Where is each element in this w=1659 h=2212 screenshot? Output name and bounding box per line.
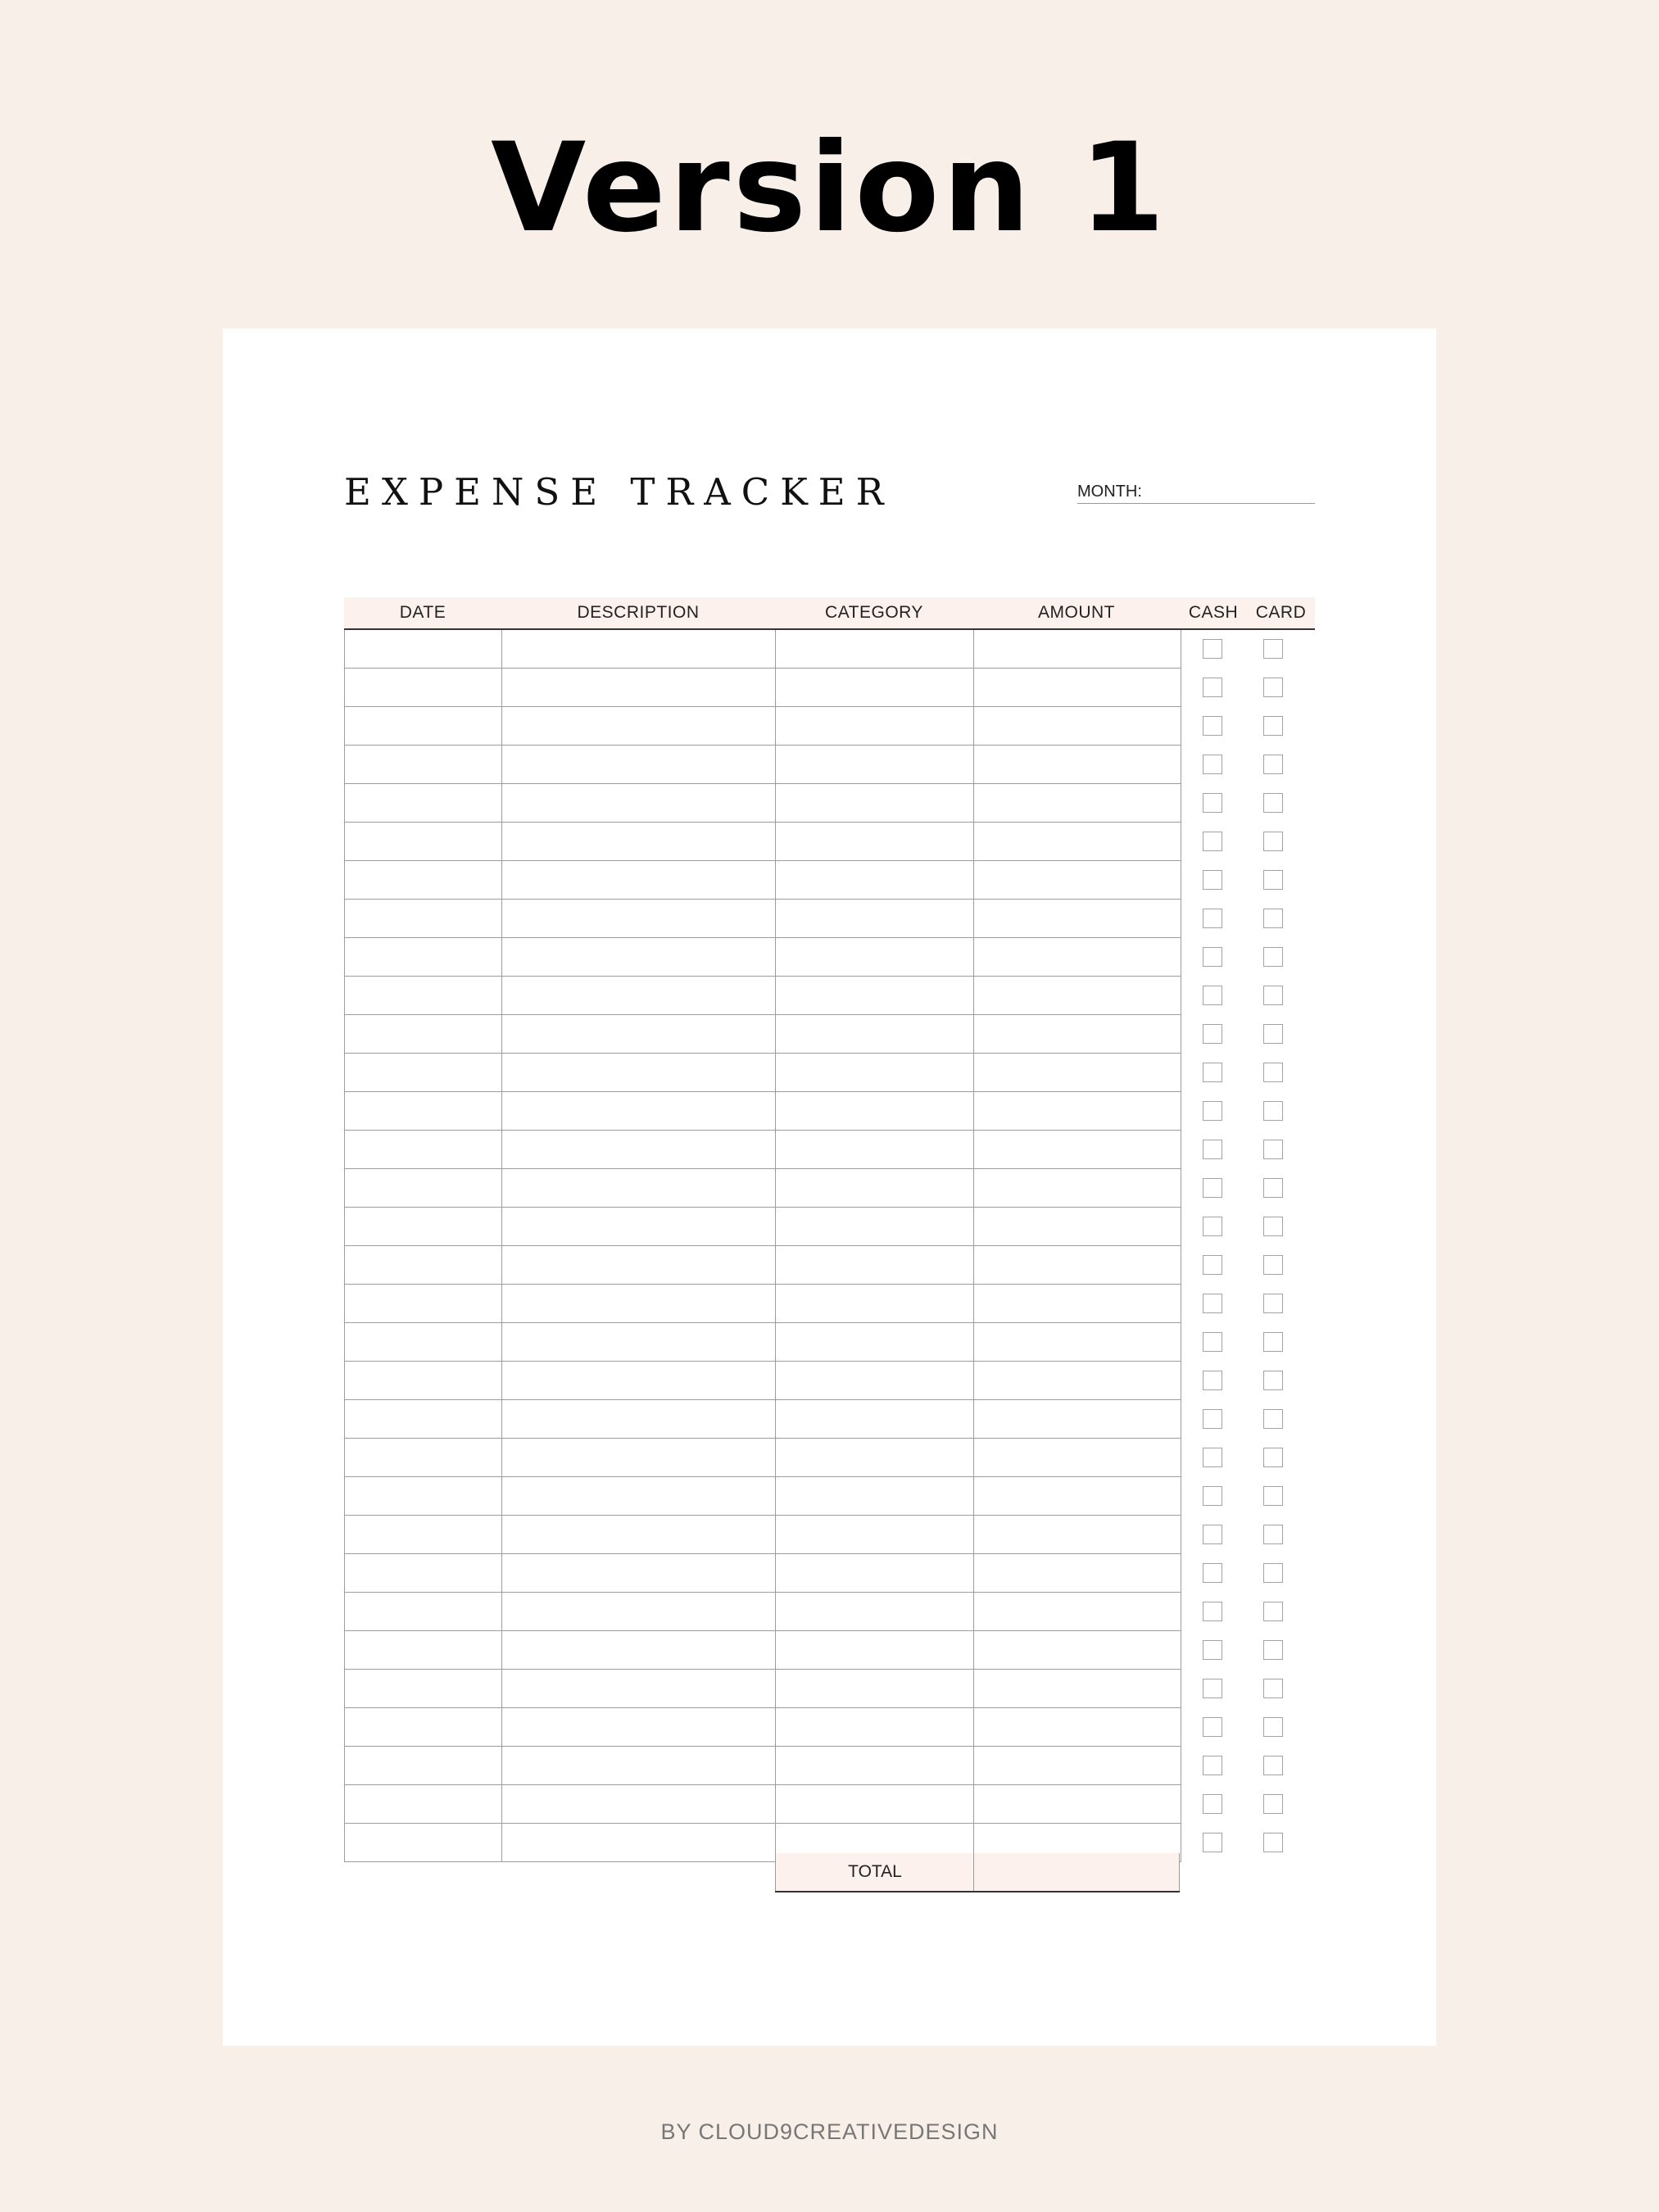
card-checkbox[interactable] <box>1263 986 1283 1005</box>
description-cell[interactable] <box>501 1400 776 1439</box>
card-checkbox[interactable] <box>1263 1679 1283 1698</box>
cash-checkbox[interactable] <box>1203 947 1222 967</box>
table-row <box>344 977 1180 1015</box>
table-row <box>344 1092 1180 1131</box>
amount-cell[interactable] <box>973 1246 1181 1285</box>
cash-checkbox[interactable] <box>1203 1756 1222 1775</box>
date-cell[interactable] <box>344 1169 502 1208</box>
card-checkbox[interactable] <box>1263 1024 1283 1044</box>
card-checkbox[interactable] <box>1263 1602 1283 1621</box>
table-row <box>344 1246 1180 1285</box>
table-row <box>344 1362 1180 1400</box>
date-cell[interactable] <box>344 1439 502 1477</box>
description-cell[interactable] <box>501 1092 776 1131</box>
amount-cell[interactable] <box>973 1670 1181 1708</box>
amount-cell[interactable] <box>973 1323 1181 1362</box>
amount-cell[interactable] <box>973 1015 1181 1054</box>
card-checkbox[interactable] <box>1263 755 1283 774</box>
category-cell[interactable] <box>775 1246 974 1285</box>
description-cell[interactable] <box>501 1054 776 1092</box>
cash-checkbox[interactable] <box>1203 678 1222 697</box>
description-cell[interactable] <box>501 977 776 1015</box>
category-cell[interactable] <box>775 1631 974 1670</box>
table-row <box>344 630 1180 669</box>
date-cell[interactable] <box>344 1208 502 1246</box>
cash-checkbox[interactable] <box>1203 1294 1222 1313</box>
cash-checkbox[interactable] <box>1203 1486 1222 1506</box>
cash-checkbox[interactable] <box>1203 1024 1222 1044</box>
amount-cell[interactable] <box>973 1785 1181 1824</box>
date-cell[interactable] <box>344 784 502 823</box>
cash-checkbox[interactable] <box>1203 639 1222 659</box>
amount-cell[interactable] <box>973 1092 1181 1131</box>
cash-checkbox[interactable] <box>1203 716 1222 736</box>
amount-cell[interactable] <box>973 1131 1181 1169</box>
table-row <box>344 1708 1180 1747</box>
category-cell[interactable] <box>775 1208 974 1246</box>
amount-cell[interactable] <box>973 1439 1181 1477</box>
month-input-line[interactable] <box>1077 503 1315 504</box>
table-row <box>344 1631 1180 1670</box>
category-cell[interactable] <box>775 1593 974 1631</box>
date-cell[interactable] <box>344 900 502 938</box>
table-row <box>344 1439 1180 1477</box>
category-cell[interactable] <box>775 1554 974 1593</box>
description-cell[interactable] <box>501 1747 776 1785</box>
card-checkbox[interactable] <box>1263 793 1283 813</box>
card-checkbox[interactable] <box>1263 1525 1283 1544</box>
category-cell[interactable] <box>775 784 974 823</box>
card-checkbox[interactable] <box>1263 1255 1283 1275</box>
category-cell[interactable] <box>775 861 974 900</box>
description-cell[interactable] <box>501 823 776 861</box>
card-checkbox[interactable] <box>1263 1178 1283 1198</box>
amount-cell[interactable] <box>973 1747 1181 1785</box>
cash-checkbox[interactable] <box>1203 1525 1222 1544</box>
category-cell[interactable] <box>775 938 974 977</box>
date-cell[interactable] <box>344 1477 502 1516</box>
date-cell[interactable] <box>344 1516 502 1554</box>
amount-cell[interactable] <box>973 900 1181 938</box>
amount-cell[interactable] <box>973 1208 1181 1246</box>
category-cell[interactable] <box>775 1285 974 1323</box>
amount-cell[interactable] <box>973 1362 1181 1400</box>
column-header-date: DATE <box>399 603 446 622</box>
date-cell[interactable] <box>344 669 502 707</box>
tracker-title: EXPENSE TRACKER <box>344 470 895 514</box>
date-cell[interactable] <box>344 1824 502 1862</box>
amount-cell[interactable] <box>973 630 1181 669</box>
card-checkbox[interactable] <box>1263 947 1283 967</box>
description-cell[interactable] <box>501 1246 776 1285</box>
total-amount-cell[interactable] <box>973 1853 1180 1891</box>
category-cell[interactable] <box>775 1747 974 1785</box>
table-row <box>344 861 1180 900</box>
card-checkbox[interactable] <box>1263 1294 1283 1313</box>
card-checkbox[interactable] <box>1263 1409 1283 1429</box>
date-cell[interactable] <box>344 823 502 861</box>
description-cell[interactable] <box>501 1362 776 1400</box>
category-cell[interactable] <box>775 1477 974 1516</box>
cash-checkbox[interactable] <box>1203 1371 1222 1390</box>
category-cell[interactable] <box>775 1400 974 1439</box>
cash-checkbox[interactable] <box>1203 1255 1222 1275</box>
description-cell[interactable] <box>501 669 776 707</box>
category-cell[interactable] <box>775 1054 974 1092</box>
category-cell[interactable] <box>775 1785 974 1824</box>
cash-checkbox[interactable] <box>1203 986 1222 1005</box>
card-checkbox[interactable] <box>1263 1140 1283 1159</box>
cash-checkbox[interactable] <box>1203 1140 1222 1159</box>
category-cell[interactable] <box>775 746 974 784</box>
date-cell[interactable] <box>344 1670 502 1708</box>
category-cell[interactable] <box>775 630 974 669</box>
category-cell[interactable] <box>775 900 974 938</box>
card-checkbox[interactable] <box>1263 909 1283 928</box>
card-checkbox[interactable] <box>1263 639 1283 659</box>
description-cell[interactable] <box>501 1516 776 1554</box>
amount-cell[interactable] <box>973 977 1181 1015</box>
date-cell[interactable] <box>344 1285 502 1323</box>
category-cell[interactable] <box>775 1362 974 1400</box>
card-checkbox[interactable] <box>1263 1332 1283 1352</box>
description-cell[interactable] <box>501 1670 776 1708</box>
date-cell[interactable] <box>344 746 502 784</box>
category-cell[interactable] <box>775 1131 974 1169</box>
table-row <box>344 1670 1180 1708</box>
cash-checkbox[interactable] <box>1203 832 1222 851</box>
description-cell[interactable] <box>501 938 776 977</box>
date-cell[interactable] <box>344 707 502 746</box>
version-title: Version 1 <box>491 117 1168 260</box>
cash-checkbox[interactable] <box>1203 1063 1222 1082</box>
expense-tracker-sheet <box>223 329 1436 2046</box>
table-row <box>344 938 1180 977</box>
card-checkbox[interactable] <box>1263 1833 1283 1852</box>
category-cell[interactable] <box>775 977 974 1015</box>
description-cell[interactable] <box>501 1439 776 1477</box>
table-row <box>344 1131 1180 1169</box>
column-header-cash: CASH <box>1188 603 1239 622</box>
cash-checkbox[interactable] <box>1203 870 1222 890</box>
date-cell[interactable] <box>344 1593 502 1631</box>
amount-cell[interactable] <box>973 1631 1181 1670</box>
table-row <box>344 1554 1180 1593</box>
table-row <box>344 900 1180 938</box>
amount-cell[interactable] <box>973 1593 1181 1631</box>
category-cell[interactable] <box>775 1092 974 1131</box>
category-cell[interactable] <box>775 1516 974 1554</box>
amount-cell[interactable] <box>973 823 1181 861</box>
category-cell[interactable] <box>775 669 974 707</box>
table-row <box>344 669 1180 707</box>
table-row <box>344 1323 1180 1362</box>
category-cell[interactable] <box>775 1323 974 1362</box>
table-row <box>344 823 1180 861</box>
card-checkbox[interactable] <box>1263 716 1283 736</box>
cash-checkbox[interactable] <box>1203 755 1222 774</box>
description-cell[interactable] <box>501 707 776 746</box>
category-cell[interactable] <box>775 1439 974 1477</box>
amount-cell[interactable] <box>973 1554 1181 1593</box>
column-header-card: CARD <box>1255 603 1307 622</box>
date-cell[interactable] <box>344 938 502 977</box>
cash-checkbox[interactable] <box>1203 1217 1222 1236</box>
card-checkbox[interactable] <box>1263 1448 1283 1467</box>
category-cell[interactable] <box>775 707 974 746</box>
amount-cell[interactable] <box>973 1285 1181 1323</box>
description-cell[interactable] <box>501 1477 776 1516</box>
description-cell[interactable] <box>501 1208 776 1246</box>
description-cell[interactable] <box>501 746 776 784</box>
cash-checkbox[interactable] <box>1203 909 1222 928</box>
description-cell[interactable] <box>501 1131 776 1169</box>
description-cell[interactable] <box>501 1323 776 1362</box>
total-rule <box>775 1891 1180 1892</box>
table-row <box>344 1054 1180 1092</box>
date-cell[interactable] <box>344 1708 502 1747</box>
date-cell[interactable] <box>344 1092 502 1131</box>
description-cell[interactable] <box>501 900 776 938</box>
description-cell[interactable] <box>501 1824 776 1862</box>
cash-checkbox[interactable] <box>1203 1448 1222 1467</box>
amount-cell[interactable] <box>973 1054 1181 1092</box>
card-checkbox[interactable] <box>1263 1794 1283 1814</box>
cash-checkbox[interactable] <box>1203 1640 1222 1660</box>
table-row <box>344 1516 1180 1554</box>
cash-checkbox[interactable] <box>1203 1178 1222 1198</box>
cash-checkbox[interactable] <box>1203 1101 1222 1121</box>
date-cell[interactable] <box>344 1323 502 1362</box>
amount-cell[interactable] <box>973 861 1181 900</box>
table-row <box>344 1747 1180 1785</box>
table-row <box>344 1785 1180 1824</box>
amount-cell[interactable] <box>973 707 1181 746</box>
card-checkbox[interactable] <box>1263 1717 1283 1737</box>
amount-cell[interactable] <box>973 1477 1181 1516</box>
card-checkbox[interactable] <box>1263 870 1283 890</box>
description-cell[interactable] <box>501 1285 776 1323</box>
month-label: MONTH: <box>1077 483 1142 501</box>
table-row <box>344 1208 1180 1246</box>
description-cell[interactable] <box>501 1593 776 1631</box>
description-cell[interactable] <box>501 630 776 669</box>
cash-checkbox[interactable] <box>1203 1332 1222 1352</box>
date-cell[interactable] <box>344 1054 502 1092</box>
column-header-category: CATEGORY <box>825 603 923 622</box>
card-checkbox[interactable] <box>1263 1640 1283 1660</box>
table-row <box>344 707 1180 746</box>
date-cell[interactable] <box>344 1554 502 1593</box>
footer-credit: BY CLOUD9CREATIVEDESIGN <box>660 2119 999 2144</box>
table-row <box>344 1477 1180 1516</box>
category-cell[interactable] <box>775 1169 974 1208</box>
table-row <box>344 1285 1180 1323</box>
cash-checkbox[interactable] <box>1203 1563 1222 1583</box>
amount-cell[interactable] <box>973 669 1181 707</box>
table-row <box>344 1015 1180 1054</box>
date-cell[interactable] <box>344 1785 502 1824</box>
card-checkbox[interactable] <box>1263 1371 1283 1390</box>
amount-cell[interactable] <box>973 784 1181 823</box>
table-row <box>344 784 1180 823</box>
column-header-description: DESCRIPTION <box>577 603 700 622</box>
card-checkbox[interactable] <box>1263 678 1283 697</box>
cash-checkbox[interactable] <box>1203 1794 1222 1814</box>
amount-cell[interactable] <box>973 1169 1181 1208</box>
date-cell[interactable] <box>344 630 502 669</box>
date-cell[interactable] <box>344 1131 502 1169</box>
date-cell[interactable] <box>344 1246 502 1285</box>
description-cell[interactable] <box>501 1631 776 1670</box>
description-cell[interactable] <box>501 1015 776 1054</box>
amount-cell[interactable] <box>973 1400 1181 1439</box>
card-checkbox[interactable] <box>1263 1217 1283 1236</box>
date-cell[interactable] <box>344 977 502 1015</box>
date-cell[interactable] <box>344 1015 502 1054</box>
card-checkbox[interactable] <box>1263 832 1283 851</box>
category-cell[interactable] <box>775 823 974 861</box>
card-checkbox[interactable] <box>1263 1486 1283 1506</box>
category-cell[interactable] <box>775 1670 974 1708</box>
table-row <box>344 1169 1180 1208</box>
table-row <box>344 1593 1180 1631</box>
cash-checkbox[interactable] <box>1203 1679 1222 1698</box>
cash-checkbox[interactable] <box>1203 1833 1222 1852</box>
cash-checkbox[interactable] <box>1203 1717 1222 1737</box>
category-cell[interactable] <box>775 1015 974 1054</box>
total-label: TOTAL <box>775 1853 974 1891</box>
description-cell[interactable] <box>501 1169 776 1208</box>
date-cell[interactable] <box>344 1631 502 1670</box>
description-cell[interactable] <box>501 1708 776 1747</box>
table-row <box>344 1400 1180 1439</box>
date-cell[interactable] <box>344 1400 502 1439</box>
category-cell[interactable] <box>775 1708 974 1747</box>
card-checkbox[interactable] <box>1263 1756 1283 1775</box>
card-checkbox[interactable] <box>1263 1101 1283 1121</box>
description-cell[interactable] <box>501 1554 776 1593</box>
card-checkbox[interactable] <box>1263 1563 1283 1583</box>
cash-checkbox[interactable] <box>1203 793 1222 813</box>
amount-cell[interactable] <box>973 938 1181 977</box>
date-cell[interactable] <box>344 1747 502 1785</box>
date-cell[interactable] <box>344 861 502 900</box>
description-cell[interactable] <box>501 1785 776 1824</box>
description-cell[interactable] <box>501 861 776 900</box>
card-checkbox[interactable] <box>1263 1063 1283 1082</box>
table-row <box>344 746 1180 784</box>
cash-checkbox[interactable] <box>1203 1409 1222 1429</box>
cash-checkbox[interactable] <box>1203 1602 1222 1621</box>
column-header-amount: AMOUNT <box>1038 603 1115 622</box>
description-cell[interactable] <box>501 784 776 823</box>
amount-cell[interactable] <box>973 1516 1181 1554</box>
amount-cell[interactable] <box>973 1708 1181 1747</box>
date-cell[interactable] <box>344 1362 502 1400</box>
amount-cell[interactable] <box>973 746 1181 784</box>
